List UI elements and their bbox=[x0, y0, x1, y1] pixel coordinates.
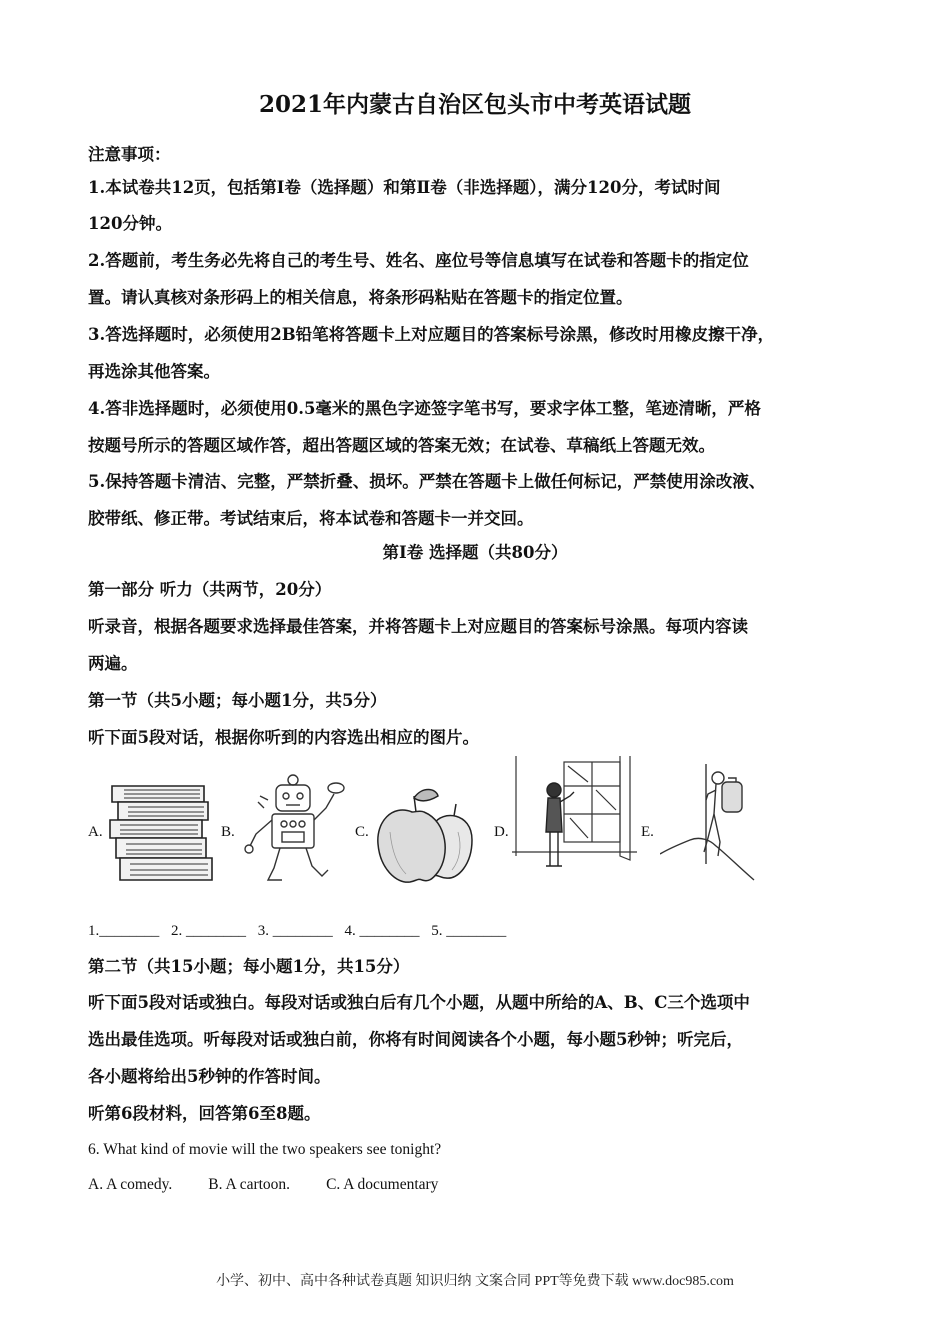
notice-line: 2.答题前，考生务必先将自己的考生号、姓名、座位号等信息填写在试卷和答题卡的指定位 bbox=[88, 251, 749, 270]
answer-blank[interactable]: 5. ________ bbox=[431, 923, 507, 939]
answer-blank[interactable]: 3. ________ bbox=[257, 923, 333, 939]
picture-label: C. bbox=[355, 824, 369, 840]
part1-heading: 第一部分 听力（共两节，20分） bbox=[88, 580, 332, 599]
notice-line: 5.保持答题卡清洁、完整，严禁折叠、损坏。严禁在答题卡上做任何标记，严禁使用涂改液、 bbox=[88, 472, 766, 491]
page-title: 2021年内蒙古自治区包头市中考英语试题 bbox=[258, 91, 691, 118]
volume-title: 第Ⅰ卷 选择题（共80分） bbox=[382, 543, 568, 562]
notice-line: 按题号所示的答题区域作答，超出答题区域的答案无效；在试卷、草稿纸上答题无效。 bbox=[88, 436, 715, 455]
notice-line: 胶带纸、修正带。考试结束后，将本试卷和答题卡一并交回。 bbox=[88, 509, 534, 528]
option-a[interactable]: A. A comedy. bbox=[88, 1176, 173, 1193]
answer-blank[interactable]: 1.________ bbox=[88, 923, 160, 939]
notice-line: 3.答选择题时，必须使用2B铅笔将答题卡上对应题目的答案标号涂黑，修改时用橡皮擦干净， bbox=[88, 325, 775, 344]
picture-label: A. bbox=[88, 824, 103, 840]
notice-line: 1.本试卷共12页，包括第Ⅰ卷（选择题）和第Ⅱ卷（非选择题），满分120分，考试时间 bbox=[88, 178, 721, 197]
answer-blank[interactable]: 2. ________ bbox=[171, 923, 246, 939]
picture-label: E. bbox=[641, 824, 654, 840]
notice-heading: 注意事项： bbox=[88, 145, 171, 164]
section1-heading: 第一节（共5小题；每小题1分，共5分） bbox=[88, 691, 387, 710]
notice-line: 120分钟。 bbox=[88, 214, 172, 233]
part1-instruction: 听录音，根据各题要求选择最佳答案，并将答题卡上对应题目的答案标号涂黑。每项内容读 bbox=[88, 617, 748, 636]
material-heading: 听第6段材料，回答第6至8题。 bbox=[88, 1104, 321, 1123]
notice-line: 再选涂其他答案。 bbox=[88, 362, 220, 381]
apples-icon bbox=[372, 782, 482, 887]
part1-instruction: 两遍。 bbox=[88, 654, 138, 673]
section2-instruction: 各小题将给出5秒钟的作答时间。 bbox=[88, 1067, 331, 1086]
hiker-icon bbox=[660, 764, 756, 886]
robot-icon bbox=[238, 772, 348, 887]
answer-blanks bbox=[88, 923, 514, 940]
books-icon bbox=[104, 780, 214, 885]
question-options bbox=[88, 1174, 474, 1196]
section1-instruction: 听下面5段对话，根据你听到的内容选出相应的图片。 bbox=[88, 728, 479, 747]
answer-blank[interactable]: 4. ________ bbox=[344, 923, 420, 939]
boy-window-icon bbox=[512, 756, 637, 886]
page-footer: 小学、初中、高中各种试卷真题 知识归纳 文案合同 PPT等免费下载 www.doc985.com bbox=[216, 1274, 734, 1289]
notice-line: 置。请认真核对条形码上的相关信息，将条形码粘贴在答题卡的指定位置。 bbox=[88, 288, 633, 307]
picture-label: B. bbox=[221, 824, 235, 840]
question-text: 6. What kind of movie will the two speakers see tonight? bbox=[88, 1141, 442, 1158]
notice-line: 4.答非选择题时，必须使用0.5毫米的黑色字迹签字笔书写，要求字体工整，笔迹清晰，严格 bbox=[88, 399, 761, 418]
section2-heading: 第二节（共15小题；每小题1分，共15分） bbox=[88, 957, 410, 976]
picture-label: D. bbox=[494, 824, 509, 840]
option-b[interactable]: B. A cartoon. bbox=[208, 1176, 291, 1193]
option-c[interactable]: C. A documentary bbox=[326, 1176, 439, 1193]
section2-instruction: 听下面5段对话或独白。每段对话或独白后有几个小题，从题中所给的A、B、C三个选项中 bbox=[88, 993, 750, 1012]
section2-instruction: 选出最佳选项。听每段对话或独白前，你将有时间阅读各个小题，每小题5秒钟；听完后， bbox=[88, 1030, 743, 1049]
